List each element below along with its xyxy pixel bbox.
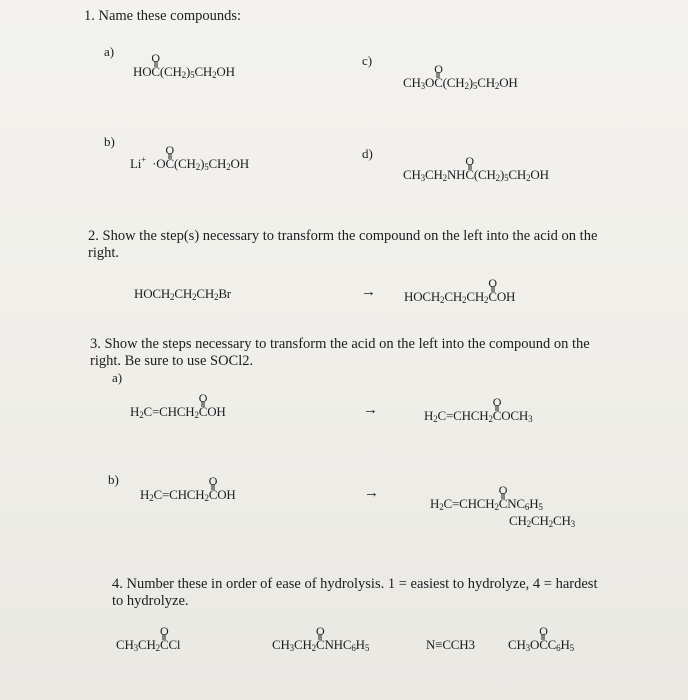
q2-product: $HOCH_2CH_2CH_2$ O COH [404,276,516,305]
q3-label-a: a) [112,370,123,385]
question-4-prompt: 4. Number these in order of ease of hydrolysis. 1 = easiest to hydrolyze, 4 = hardest to hydrolyze. [112,576,598,609]
q1-compound-a: HO O $C(CH_2)_5CH_2OH$ [133,51,235,80]
q4-compound-4: $CH_3O$ O $CC_6H_5$ [508,624,574,653]
q4-compound-3: N≡CCH3 [426,637,475,652]
q4-compound-2: $CH_3CH_2$ O $CNHC_6H_5$ [272,624,370,653]
q1-label-d: d) [362,146,373,161]
q3a-arrow: → [363,402,378,418]
q3b-product-propyl: $CH_2CH_2CH_3$ [509,513,575,529]
carbonyl-group: O C [315,624,325,652]
question-2-prompt: 2. Show the step(s) necessary to transform the compound on the left into the acid on the right. [88,228,598,261]
q4-compound-1: $CH_3CH_2$ O CCl [116,624,181,653]
q3-label-b: b) [108,472,119,487]
q3a-product: $H_2C=CHCH_2$ O $COCH_3$ [424,395,533,424]
q1-compound-b: Li+ ·O O $C(CH_2)_5CH_2OH$ [130,143,249,172]
question-3-prompt: 3. Show the steps necessary to transform the acid on the left into the compound on the right. Be sure to use SOCl2. [90,336,590,369]
carbonyl-group: O C [488,276,497,304]
q3b-reactant: $H_2C=CHCH_2$ O COH [140,474,236,503]
carbonyl-group: O C [434,62,443,90]
carbonyl-group: O C [539,624,548,652]
q3b-arrow: → [364,485,379,501]
q3a-reactant: $H_2C=CHCH_2$ O COH [130,391,226,420]
carbonyl-group: O C [492,395,502,423]
question-1-title: 1. Name these compounds: [84,8,242,24]
carbonyl-group: O C [159,624,169,652]
carbonyl-group: O C [151,51,160,79]
q1-label-c: c) [362,53,373,68]
q1-compound-c: $CH_3O$ O $C(CH_2)_5CH_2OH$ [403,62,518,91]
q1-compound-d: $CH_3CH_2NH$ O $C(CH_2)_5CH_2OH$ [403,154,549,183]
carbonyl-group: O C [198,391,208,419]
carbonyl-group: O C [465,154,474,182]
q1-label-a: a) [104,44,115,59]
q2-reactant: $HOCH_2CH_2CH_2Br$ [134,286,231,302]
carbonyl-group: O C [165,143,174,171]
carbonyl-group: O C [208,474,218,502]
q3b-product: $H_2C=CHCH_2$ O $CNC_6H_5$ [430,483,543,512]
q1-label-b: b) [104,134,115,149]
carbonyl-group: O C [498,483,508,511]
q2-arrow: → [361,284,376,300]
